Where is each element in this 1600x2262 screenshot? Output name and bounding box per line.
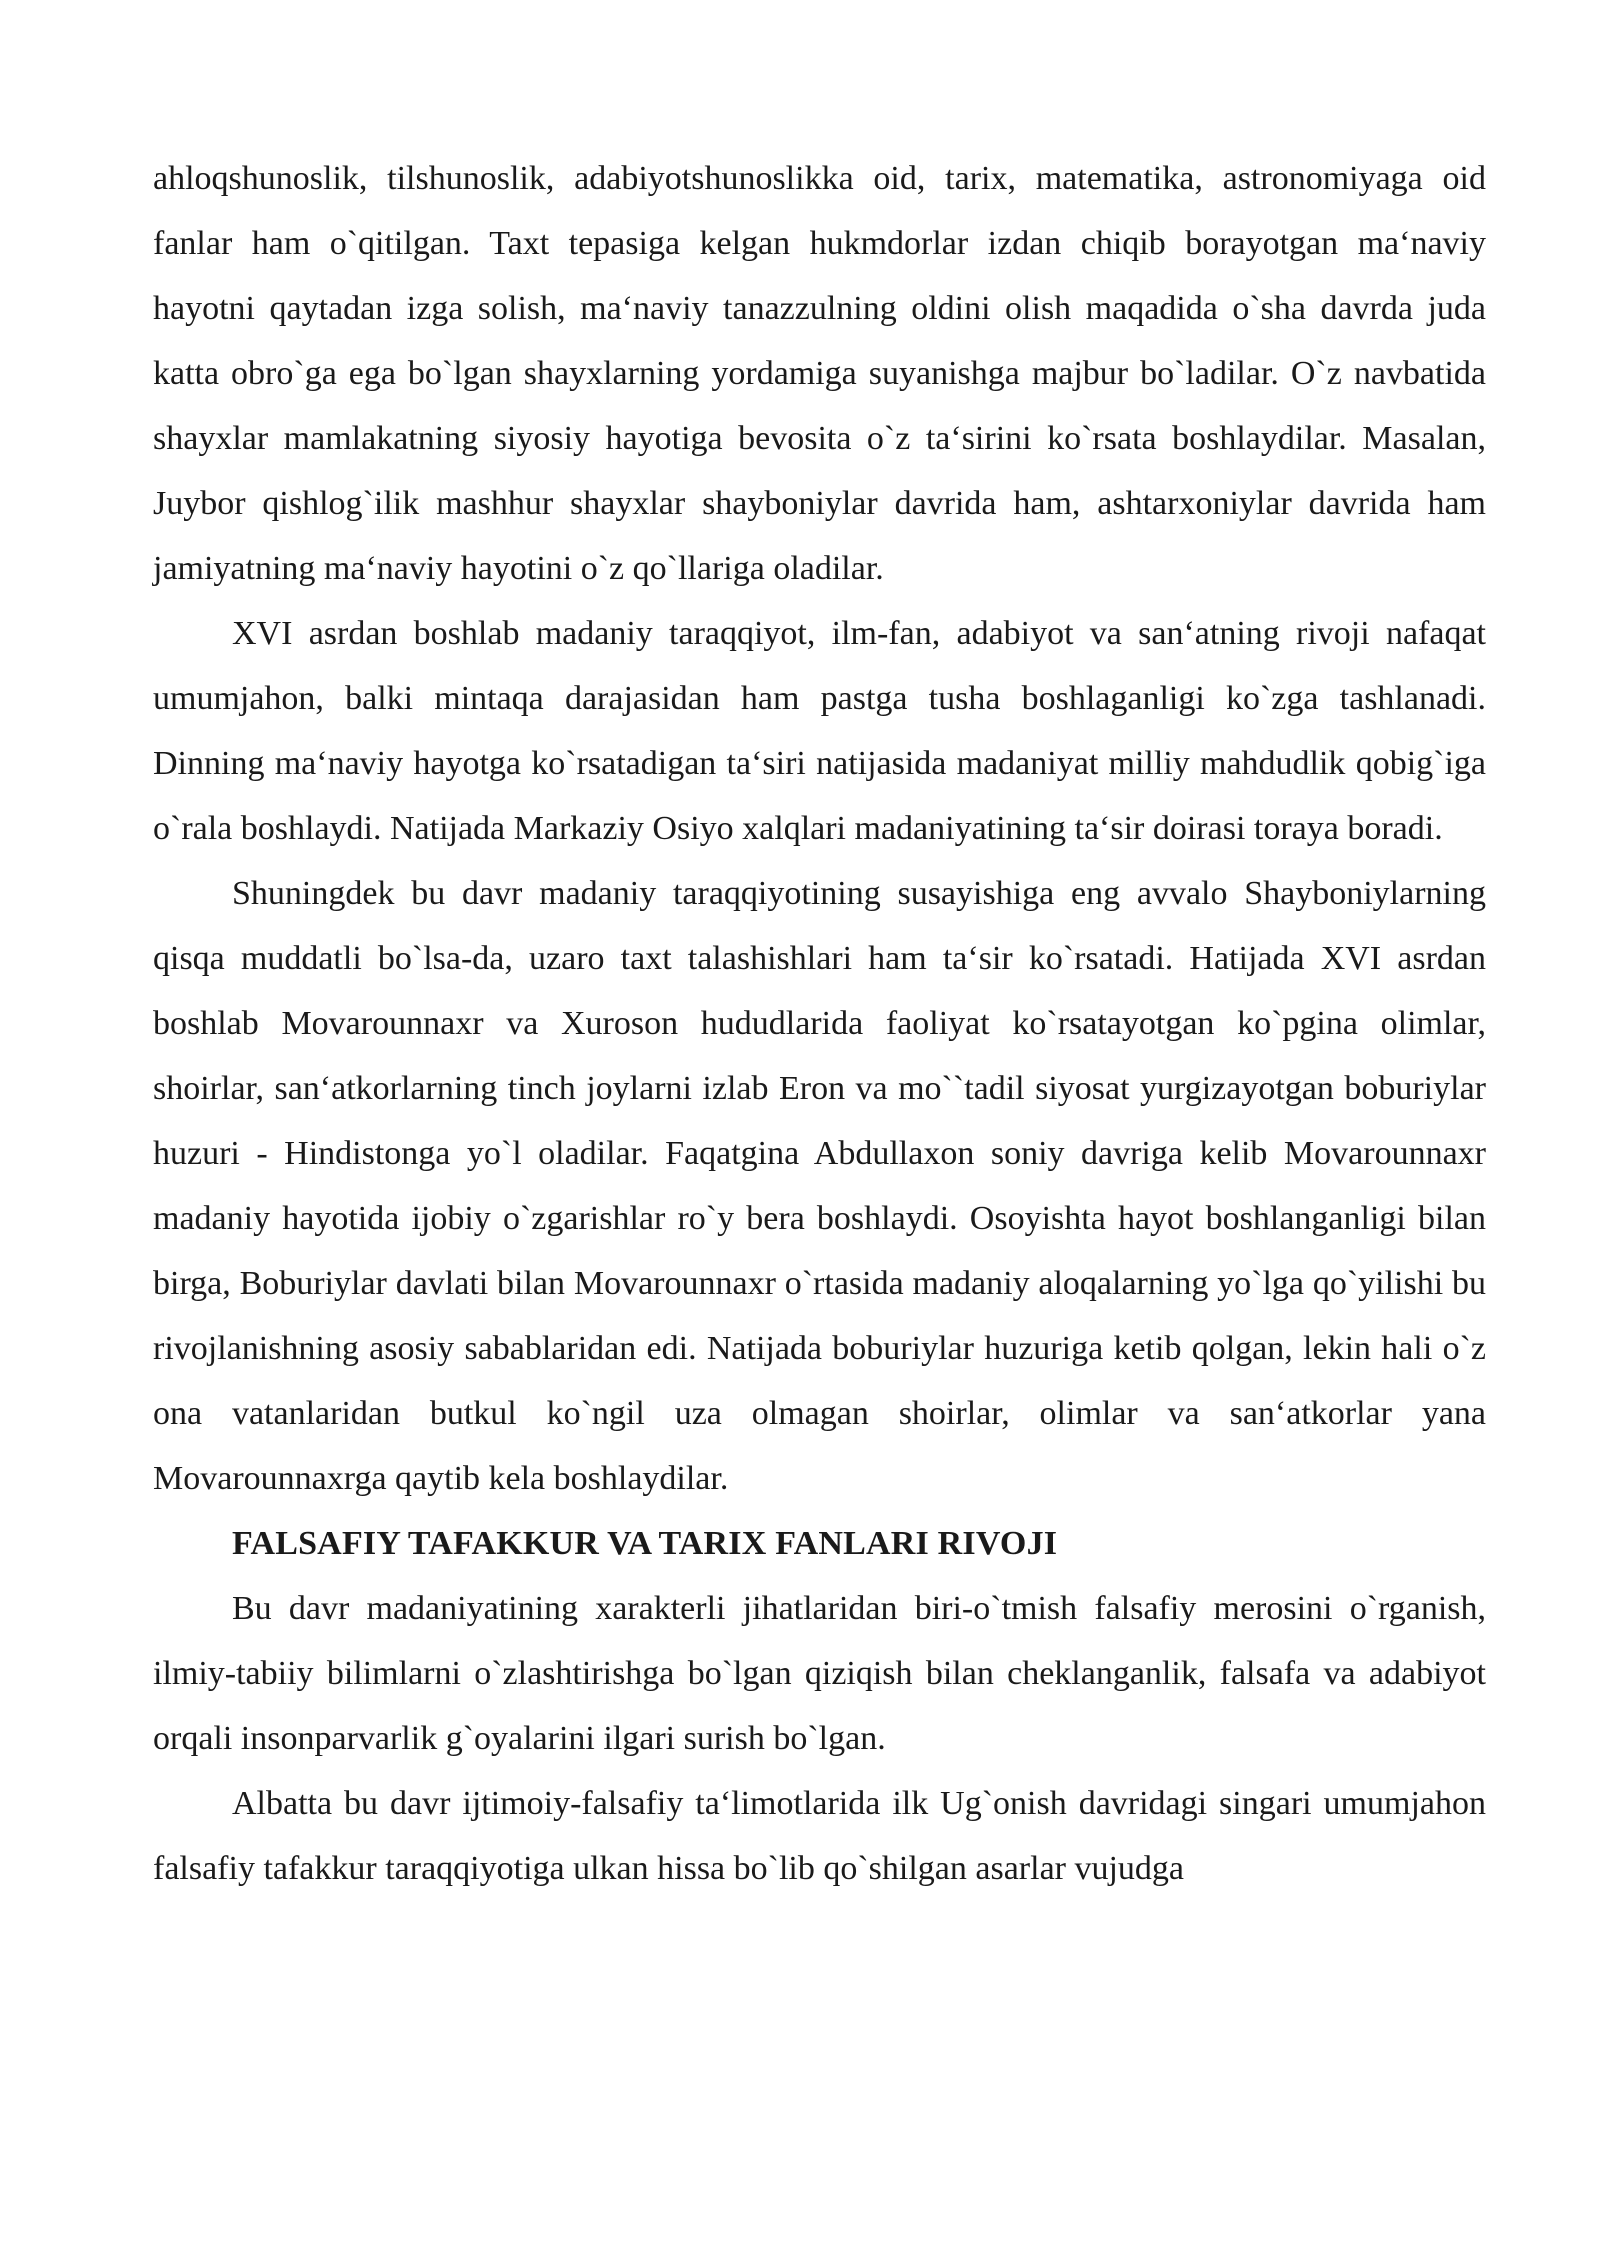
document-page [153, 146, 1486, 1901]
section-heading: FALSAFIY TAFAKKUR VA TARIX FANLARI RIVOJI [232, 1525, 1058, 1562]
paragraph-xvi-century: XVI asrdan boshlab madaniy taraqqiyot, ilm-fan, adabiyot va san‘atning rivoji nafaqat umumjahon, balki mintaqa darajasidan ham pastga tusha boshlaganligi ko`zga tashlanadi. Dinning ma‘naviy hayotga ko`rsatadigan ta‘siri natijasida madaniyat milliy mahdudlik qobig`iga o`rala boshlaydi. Natijada Markaziy Osiyo xalqlari madaniyatining ta‘sir doirasi toraya boradi. [153, 615, 1486, 847]
paragraph-social-philosophy: Albatta bu davr ijtimoiy-falsafiy ta‘limotlarida ilk Ug`onish davridagi singari umumjahon falsafiy tafakkur taraqqiyotiga ulkan hissa bo`lib qo`shilgan asarlar vujudga [153, 1785, 1486, 1887]
paragraph-intro: ahloqshunoslik, tilshunoslik, adabiyotshunoslikka oid, tarix, matematika, astronomiyaga oid fanlar ham o`qitilgan. Taxt tepasiga kelgan hukmdorlar izdan chiqib borayotgan ma‘naviy hayotni qaytadan izga solish, ma‘naviy tanazzulning oldini olish maqadida o`sha davrda juda katta obro`ga ega bo`lgan shayxlarning yordamiga suyanishga majbur bo`ladilar. O`z navbatida shayxlar mamlakatning siyosiy hayotiga bevosita o`z ta‘sirini ko`rsata boshlaydilar. Masalan, Juybor qishlog`ilik mashhur shayxlar shayboniylar davrida ham, ashtarxoniylar davrida ham jamiyatning ma‘naviy hayotini o`z qo`llariga oladilar. [153, 160, 1486, 587]
paragraph-cultural-decline: Shuningdek bu davr madaniy taraqqiyotining susayishiga eng avvalo Shayboniylarning qisqa muddatli bo`lsa-da, uzaro taxt talashishlari ham ta‘sir ko`rsatadi. Hatijada XVI asrdan boshlab Movarounnaxr va Xuroson hududlarida faoliyat ko`rsatayotgan ko`pgina olimlar, shoirlar, san‘atkorlarning tinch joylarni izlab Eron va mo``tadil siyosat yurgizayotgan boburiylar huzuri - Hindistonga yo`l oladilar. Faqatgina Abdullaxon soniy davriga kelib Movarounnaxr madaniy hayotida ijobiy o`zgarishlar ro`y bera boshlaydi. Osoyishta hayot boshlanganligi bilan birga, Boburiylar davlati bilan Movarounnaxr o`rtasida madaniy aloqalarning yo`lga qo`yilishi bu rivojlanishning asosiy sabablaridan edi. Natijada boburiylar huzuriga ketib qolgan, lekin hali o`z ona vatanlaridan butkul ko`ngil uza olmagan shoirlar, olimlar va san‘atkorlar yana Movarounnaxrga qaytib kela boshlaydilar. [153, 875, 1486, 1497]
paragraph-philosophical-heritage: Bu davr madaniyatining xarakterli jihatlaridan biri-o`tmish falsafiy merosini o`rganish, ilmiy-tabiiy bilimlarni o`zlashtirishga bo`lgan qiziqish bilan cheklanganlik, falsafa va adabiyot orqali insonparvarlik g`oyalarini ilgari surish bo`lgan. [153, 1590, 1486, 1757]
